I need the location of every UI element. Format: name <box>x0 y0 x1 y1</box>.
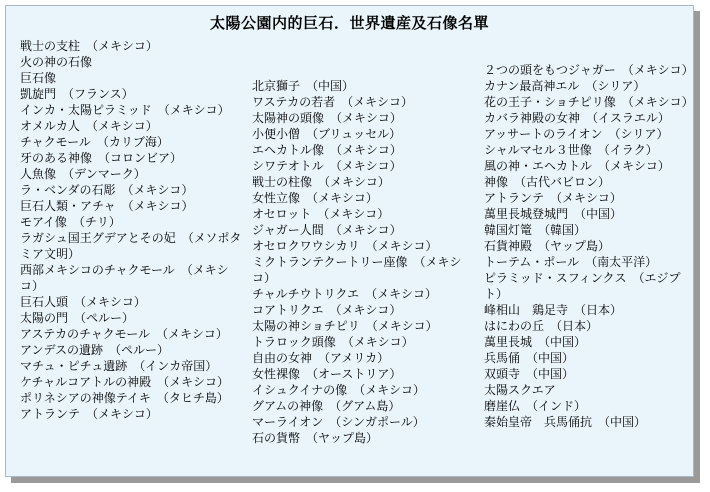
list-item: 秦始皇帝 兵馬俑抗 （中国） <box>484 415 647 429</box>
list-item: 牙のある神像 （コロンビア） <box>20 151 183 165</box>
list-item: 自由の女神 （アメリカ） <box>252 351 390 365</box>
list-item: チャクモール （カリブ海） <box>20 135 169 149</box>
list-item: モアイ像 （チリ） <box>20 215 121 229</box>
list-item: エヘカトル像 （メキシコ） <box>252 143 402 157</box>
list-item: 磨崖仏 （インド） <box>484 399 587 413</box>
list-item: オセロット （メキシコ） <box>252 207 390 221</box>
list-item: はにわの丘 （日本） <box>484 319 599 333</box>
list-item: ポリネシアの神像テイキ （タヒチ島） <box>20 391 229 405</box>
list-item: ケチャルコアトルの神殿 （メキシコ） <box>20 375 230 389</box>
list-item: 北京獅子 （中国） <box>252 79 355 93</box>
list-item: トラロック頭像 （メキシコ） <box>252 335 414 349</box>
list-item: 萬里長城登城門 （中国） <box>484 207 623 221</box>
list-item: 太陽神の頭像 （メキシコ） <box>252 111 402 125</box>
page-title: 太陽公園内的巨石．世界遺産及石像名單 <box>209 14 489 32</box>
list-column-3 <box>484 62 694 430</box>
list-item: マーライオン （シンガポール） <box>252 415 425 429</box>
list-item: インカ・太陽ピラミッド （メキシコ） <box>20 103 230 117</box>
list-item: カナン最高神エル （シリア） <box>484 79 646 93</box>
list-item: 兵馬俑 （中国） <box>484 351 575 365</box>
list-item: 巨石人類・アチャ （メキシコ） <box>20 199 194 213</box>
list-item: 花の王子・ショチピリ像 （メキシコ） <box>484 95 694 109</box>
list-item: 巨石人頭 （メキシコ） <box>20 295 146 309</box>
list-item: ラガシュ国王グデアとその妃 （メソポタミア文明） <box>20 231 242 261</box>
list-item: シャルマセル３世像 （イラク） <box>484 143 658 157</box>
list-item: 人魚像 （デンマーク） <box>20 167 146 181</box>
list-item: アンデスの遺跡 （ペルー） <box>20 343 170 357</box>
list-item: アッサートのライオン （シリア） <box>484 127 669 141</box>
list-item: ２つの頭をもつジャガー （メキシコ） <box>484 63 694 77</box>
list-item: 峰相山 鶏足寺 （日本） <box>484 303 623 317</box>
list-item: ミクトランテクートリー座像 （メキシコ） <box>252 255 462 285</box>
list-item: 双頭寺 （中国） <box>484 367 575 381</box>
list-item: 巨石像 <box>20 71 57 85</box>
list-item: アステカのチャクモール （メキシコ） <box>20 327 228 341</box>
list-item: 太陽の神ショチピリ （メキシコ） <box>252 319 438 333</box>
list-item: シワテオトル （メキシコ） <box>252 159 402 173</box>
list-item: 太陽の門 （ペルー） <box>20 311 135 325</box>
list-item: コアトリクエ （メキシコ） <box>252 303 402 317</box>
list-item: 火の神の石像 <box>20 55 93 69</box>
list-item: ラ・ベンダの石彫 （メキシコ） <box>20 183 194 197</box>
list-item: オセロクワウシカリ （メキシコ） <box>252 239 438 253</box>
list-item: アトランテ （メキシコ） <box>484 191 622 205</box>
list-item: 女性裸像 （オーストリア） <box>252 367 402 381</box>
list-column-1 <box>20 38 245 422</box>
list-item: 凱旋門 （フランス） <box>20 87 134 101</box>
list-item: 戦士の柱像 （メキシコ） <box>252 175 390 189</box>
list-item: ワステカの若者 （メキシコ） <box>252 95 414 109</box>
list-item: 萬里長城 （中国） <box>484 335 587 349</box>
list-item: チャルチウトリクエ （メキシコ） <box>252 287 438 301</box>
list-item: トーテム・ポール （南太平洋） <box>484 255 658 269</box>
document-panel <box>5 5 694 477</box>
list-item: グアムの神像 （グアム島） <box>252 399 401 413</box>
list-item: 石の貨幣 （ヤップ島） <box>252 431 379 445</box>
list-item: アトランテ （メキシコ） <box>20 407 158 421</box>
list-item: 風の神・エヘカトル （メキシコ） <box>484 159 670 173</box>
list-item: オメルカ人 （メキシコ） <box>20 119 158 133</box>
list-item: 神像 （古代バビロン） <box>484 175 611 189</box>
list-item: 女性立像 （メキシコ） <box>252 191 378 205</box>
list-item: 石貨神殿 （ヤップ島） <box>484 239 611 253</box>
list-item: ジャガー人間 （メキシコ） <box>252 223 402 237</box>
list-item: ピラミッド・スフィンクス （エジプト） <box>484 271 681 301</box>
list-item: 戦士の支柱 （メキシコ） <box>20 39 158 53</box>
list-item: 韓国灯篭 （韓国） <box>484 223 587 237</box>
list-item: カバラ神殿の女神 （イスラエル） <box>484 111 670 125</box>
list-item: 太陽スクエア <box>484 383 556 397</box>
list-item: イシュクイナの像 （メキシコ） <box>252 383 426 397</box>
list-item: 小便小僧 （ブリュッセル） <box>252 127 402 141</box>
list-column-2 <box>252 78 477 446</box>
list-item: 西部メキシコのチャクモール （メキシコ） <box>20 263 229 293</box>
list-item: マチュ・ピチュ遺跡 （インカ帝国） <box>20 359 218 373</box>
